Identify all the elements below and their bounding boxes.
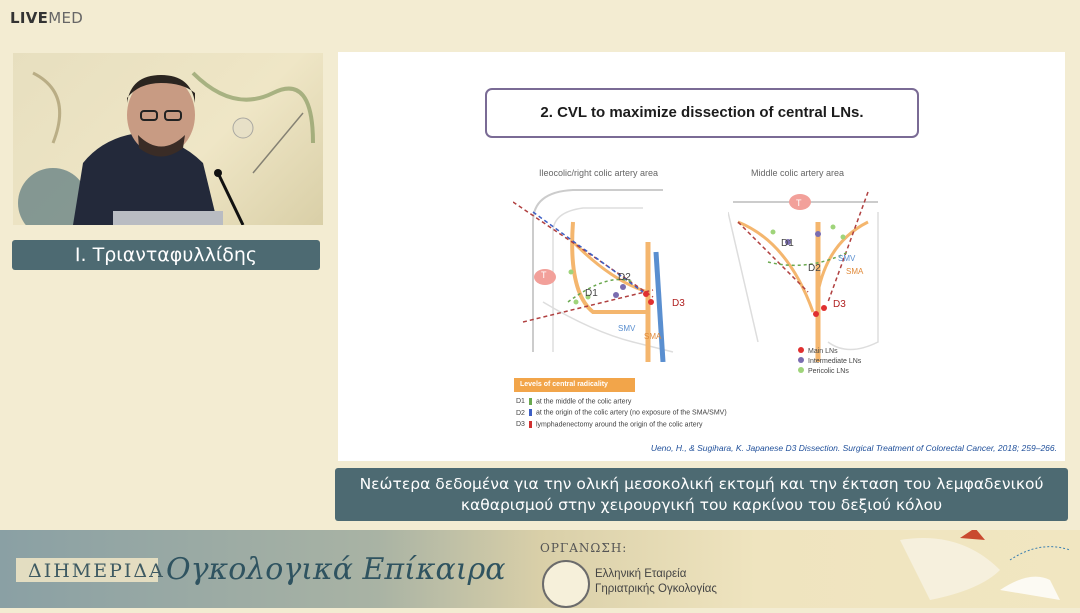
levels-title: Levels of central radicality xyxy=(514,378,635,392)
speaker-video-image xyxy=(13,53,323,225)
tumor-label-right: T xyxy=(796,198,802,208)
d1-label-right: D1 xyxy=(781,238,794,249)
caption-line-2: καθαρισμού στην χειρουργική του καρκίνου του δεξιού κόλου xyxy=(460,496,943,514)
legend-item-pericolic: Pericolic LNs xyxy=(798,367,861,375)
tumor-label-left: T xyxy=(541,270,547,280)
caption-line-1: Νεώτερα δεδομένα για την ολική μεσοκολική εκτομή και την έκταση του λεμφαδενικού xyxy=(359,475,1044,493)
speaker-video xyxy=(13,53,323,225)
society-seal-icon xyxy=(542,560,590,608)
legend-item-main: Main LNs xyxy=(798,347,861,355)
legend-item-intermediate: Intermediate LNs xyxy=(798,357,861,365)
level-d1: D1 at the middle of the colic artery xyxy=(516,398,632,406)
pericolic-ln-dot-icon xyxy=(798,367,804,373)
organizer-name: Ελληνική Εταιρεία Γηριατρικής Ογκολογίας xyxy=(595,568,717,595)
sma-label-left: SMA xyxy=(644,332,662,341)
smv-label-left: SMV xyxy=(618,324,636,333)
levels-list xyxy=(516,398,727,428)
slide-title: 2. CVL to maximize dissection of central LNs. xyxy=(485,88,919,138)
left-panel-title: Ileocolic/right colic artery area xyxy=(539,168,659,178)
talk-caption xyxy=(335,468,1068,521)
livemed-logo: LIVEMED xyxy=(10,9,84,27)
speaker-nameplate: Ι. Τριανταφυλλίδης xyxy=(12,240,320,270)
event-type: ΔΙΗΜΕΡΙΔΑ xyxy=(28,560,165,582)
level-d2: D2 at the origin of the colic artery (no exposure of the SMA/SMV) xyxy=(516,409,727,417)
lymph-node-legend xyxy=(798,347,861,375)
event-title: Ογκολογικά Επίκαιρα xyxy=(166,552,506,587)
d2-label-left: D2 xyxy=(618,272,631,283)
main-ln-dot-icon xyxy=(798,347,804,353)
slide-citation: Ueno, H., & Sugihara, K. Japanese D3 Dissection. Surgical Treatment of Colorectal Cancer, 2018; 259–266. xyxy=(650,443,1057,453)
d3-label-left: D3 xyxy=(672,298,685,309)
d2-label-right: D2 xyxy=(808,263,821,274)
smv-label-right: SMV xyxy=(838,254,856,263)
sma-label-right: SMA xyxy=(846,267,864,276)
organizer-label: ΟΡΓΑΝΩΣΗ: xyxy=(540,541,628,555)
presentation-slide xyxy=(338,52,1065,461)
d1-label-left: D1 xyxy=(585,288,598,299)
d3-label-right: D3 xyxy=(833,299,846,310)
level-d3: D3 lymphadenectomy around the origin of the colic artery xyxy=(516,421,703,429)
intermediate-ln-dot-icon xyxy=(798,357,804,363)
right-panel-title: Middle colic artery area xyxy=(751,168,845,178)
